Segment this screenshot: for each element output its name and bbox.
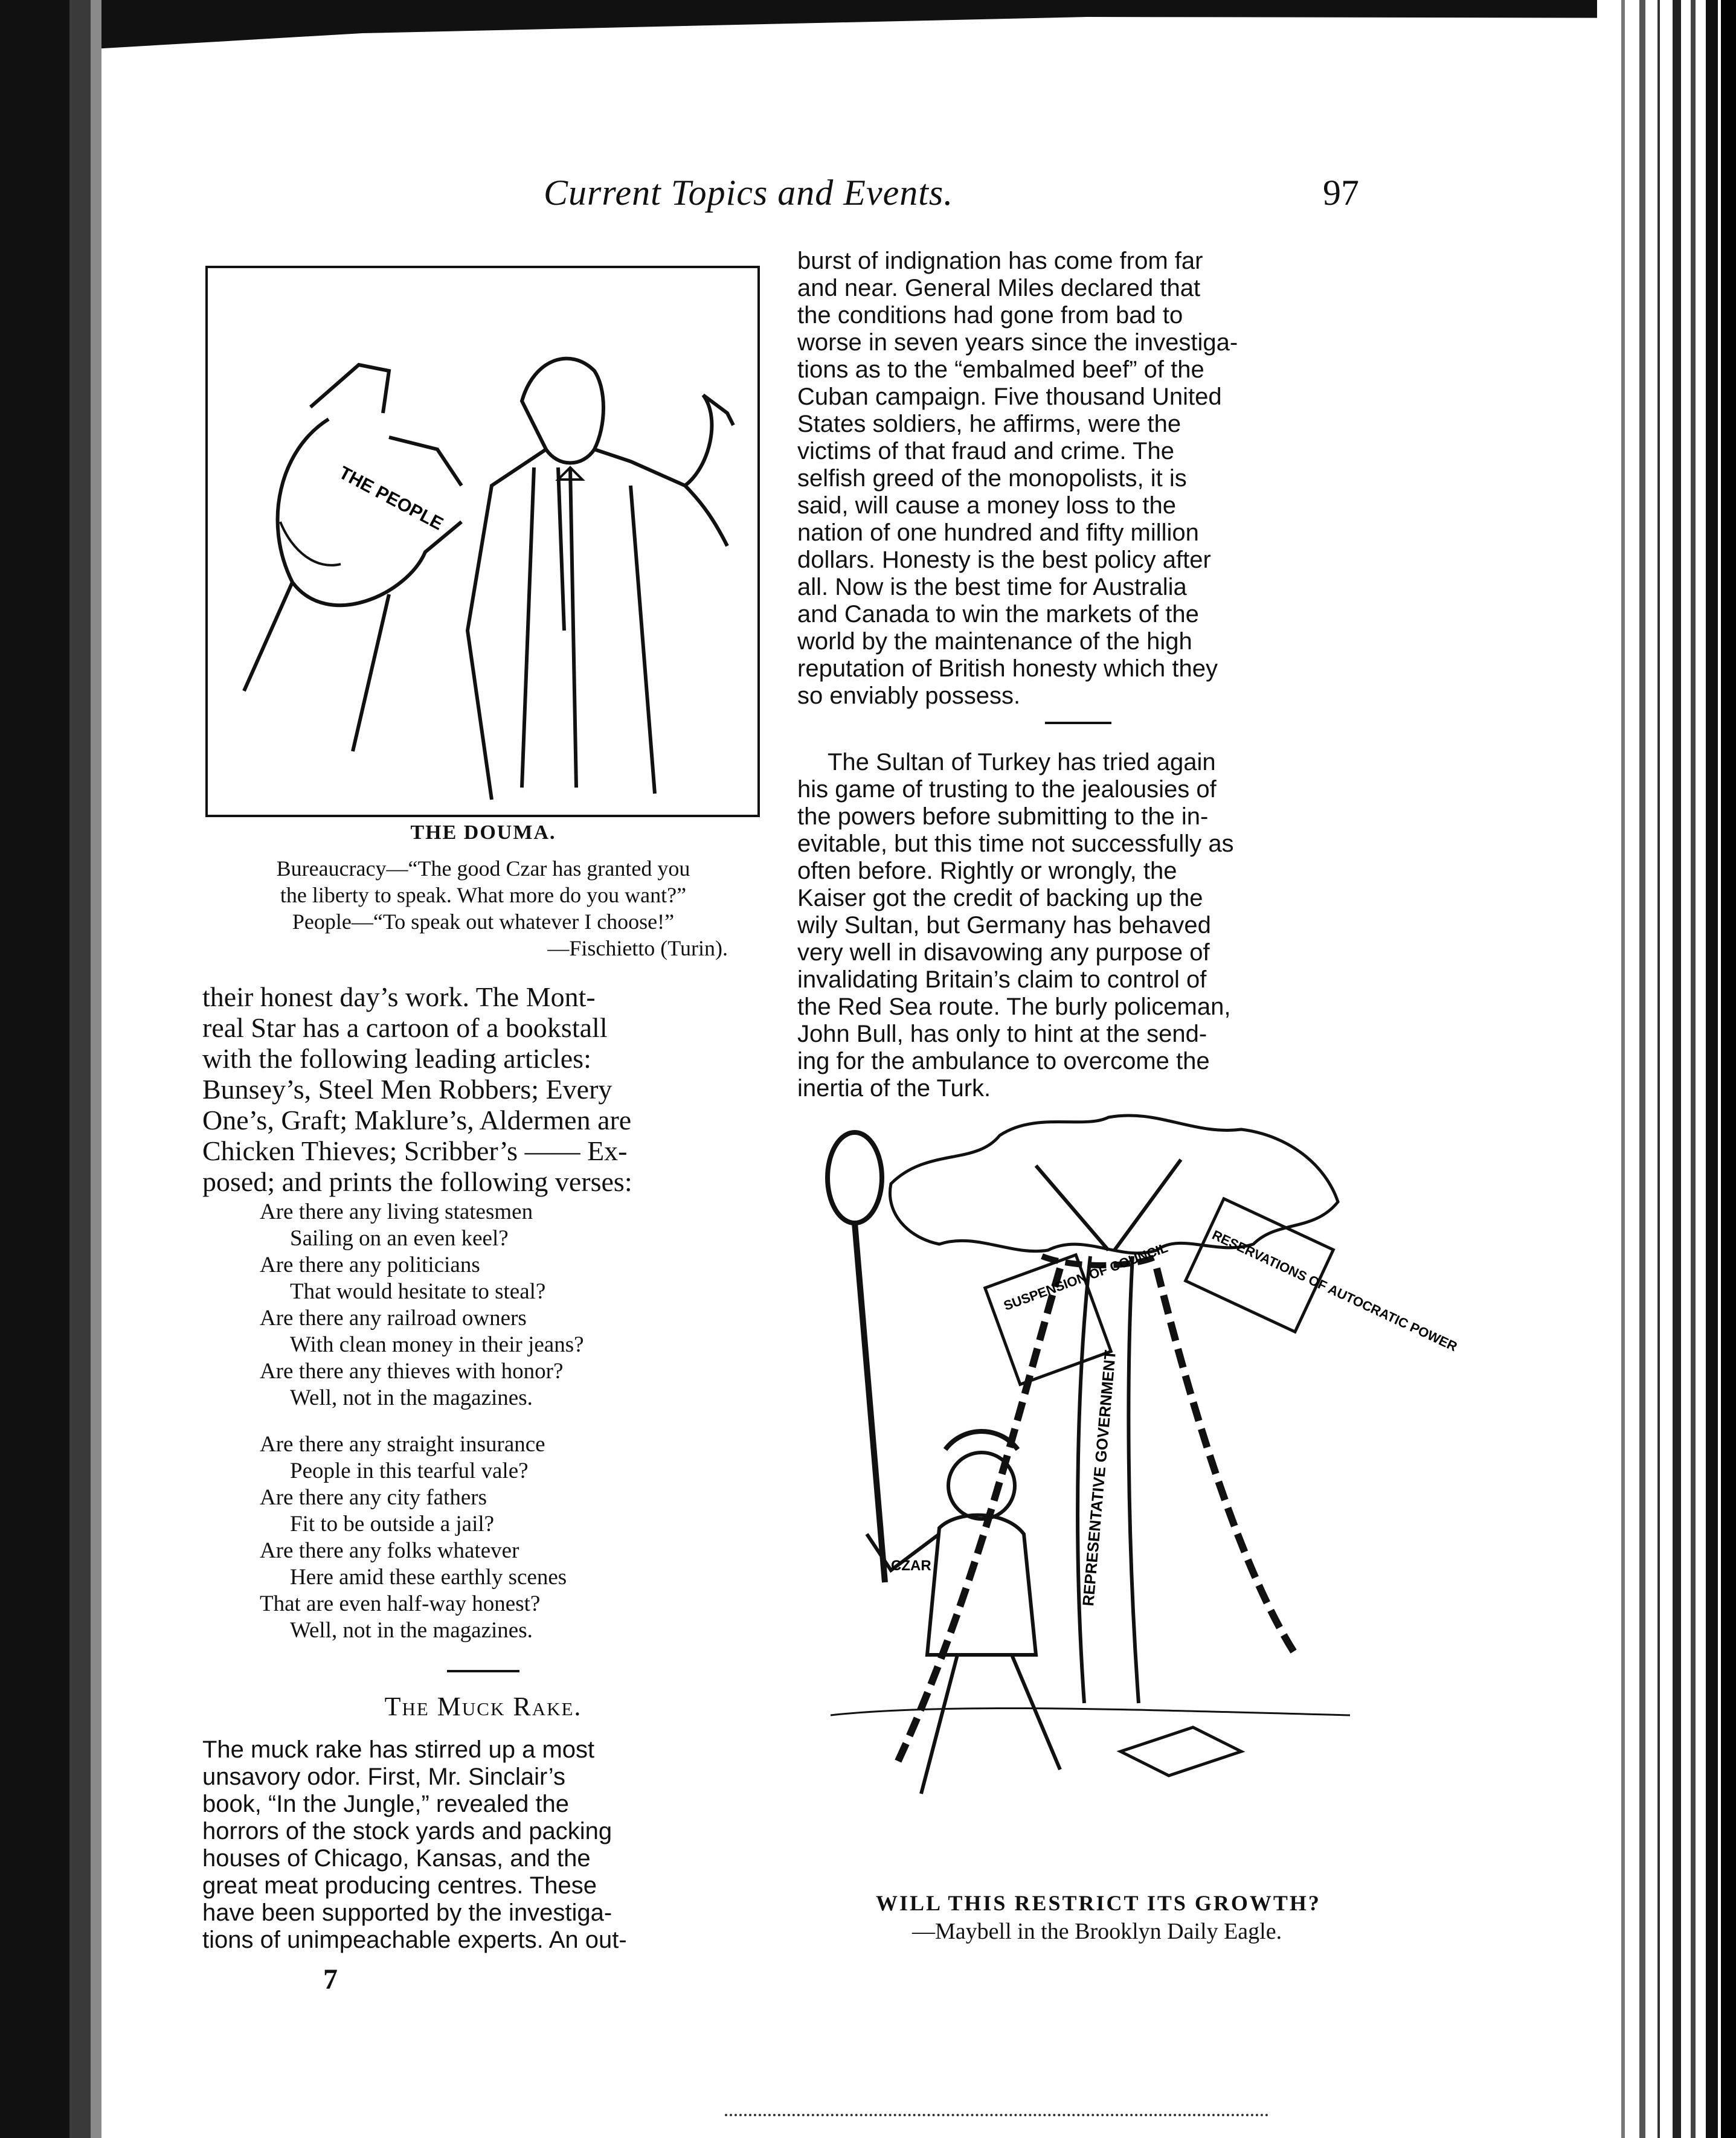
verse-line: With clean money in their jeans? <box>290 1332 584 1357</box>
body-line: book, “In the Jungle,” revealed the <box>202 1791 570 1817</box>
body-line: unsavory odor. First, Mr. Sinclair’s <box>202 1764 565 1790</box>
growth-cartoon-drawing <box>818 1111 1460 1878</box>
verse-line: Sailing on an even keel? <box>290 1226 509 1251</box>
body-line: inertia of the Turk. <box>797 1075 991 1102</box>
douma-caption-credit: —Fischietto (Turin). <box>547 936 728 960</box>
right-divider <box>797 722 1359 724</box>
body-line: the powers before submitting to the in- <box>797 803 1209 830</box>
reservations-label: RESERVATIONS OF AUTOCRATIC POWER <box>1209 1227 1460 1355</box>
body-line: and Canada to win the markets of the <box>797 601 1199 628</box>
body-line: dollars. Honesty is the best policy after <box>797 547 1211 573</box>
body-line: wily Sultan, but Germany has behaved <box>797 912 1211 939</box>
body-line: Chicken Thieves; Scribber’s —— Ex- <box>202 1135 628 1166</box>
verse-line: Are there any politicians <box>260 1253 480 1277</box>
running-title: Current Topics and Events. <box>544 173 954 213</box>
body-line: One’s, Graft; Maklure’s, Aldermen are <box>202 1105 632 1135</box>
body-line: Bunsey’s, Steel Men Robbers; Every <box>202 1074 612 1105</box>
douma-caption-line-3: People—“To speak out whatever I choose!” <box>292 910 675 934</box>
body-line: The muck rake has stirred up a most <box>202 1736 595 1763</box>
page-number: 97 <box>1323 173 1359 213</box>
body-line: often before. Rightly or wrongly, the <box>797 858 1177 884</box>
bottom-page-edge <box>725 2114 1268 2120</box>
verse-line: That are even half-way honest? <box>260 1591 541 1616</box>
body-line: Cuban campaign. Five thousand United <box>797 384 1222 410</box>
douma-caption <box>202 821 764 961</box>
verse-stanza-1 <box>260 1199 743 1411</box>
body-line: with the following leading articles: <box>202 1043 591 1074</box>
body-line: nation of one hundred and fifty million <box>797 519 1199 546</box>
douma-cartoon-drawing <box>208 268 757 815</box>
body-line: and near. General Miles declared that <box>797 275 1201 301</box>
body-line: Kaiser got the credit of backing up the <box>797 885 1203 911</box>
body-line: worse in seven years since the investiga- <box>797 329 1238 356</box>
czar-label: CZAR <box>891 1558 931 1574</box>
verse-line: That would hesitate to steal? <box>290 1279 546 1304</box>
verse-line: Are there any railroad owners <box>260 1306 527 1331</box>
body-line: horrors of the stock yards and packing <box>202 1818 612 1844</box>
growth-cartoon <box>818 1111 1460 1878</box>
body-line: their honest day’s work. The Mont- <box>202 981 596 1012</box>
verse-line: Well, not in the magazines. <box>290 1385 533 1410</box>
body-line: evitable, but this time not successfully as <box>797 830 1234 857</box>
douma-caption-line-2: the liberty to speak. What more do you want?” <box>280 883 687 907</box>
body-line: reputation of British honesty which they <box>797 655 1218 682</box>
section-divider <box>202 1670 764 1672</box>
running-header <box>544 172 1359 220</box>
muck-rake-heading <box>202 1691 764 1722</box>
signature-mark: 7 <box>323 1963 338 1995</box>
right-paragraph-2 <box>797 749 1359 1102</box>
body-line: said, will cause a money loss to the <box>797 492 1176 519</box>
body-line: John Bull, has only to hint at the send- <box>797 1021 1207 1047</box>
verse-line: Fit to be outside a jail? <box>290 1512 495 1536</box>
verse-line: Are there any city fathers <box>260 1485 487 1510</box>
muck-rake-paragraph <box>202 1736 764 1954</box>
section-heading: The Muck Rake. <box>384 1692 582 1721</box>
book-gutter-shadow <box>0 0 121 2138</box>
douma-caption-title: THE DOUMA. <box>410 821 556 844</box>
verse-line: Are there any living statesmen <box>260 1199 533 1224</box>
body-line: invalidating Britain’s claim to control of <box>797 966 1207 993</box>
douma-cartoon <box>205 266 760 817</box>
body-line: burst of indignation has come from far <box>797 248 1203 274</box>
body-line: houses of Chicago, Kansas, and the <box>202 1845 591 1872</box>
verse-line: Well, not in the magazines. <box>290 1618 533 1643</box>
verse-line: Are there any straight insurance <box>260 1432 545 1457</box>
growth-caption-title: WILL THIS RESTRICT ITS GROWTH? <box>876 1891 1321 1915</box>
book-page-edges <box>1597 0 1736 2138</box>
body-line: great meat producing centres. These <box>202 1872 597 1899</box>
body-line: the conditions had gone from bad to <box>797 302 1183 329</box>
representative-government-label: REPRESENTATIVE GOVERNMENT <box>1079 1349 1120 1607</box>
verse-line: Here amid these earthly scenes <box>290 1565 567 1590</box>
douma-caption-line-1: Bureaucracy—“The good Czar has granted you <box>276 856 690 881</box>
body-line: very well in disavowing any purpose of <box>797 939 1210 966</box>
verse-line: People in this tearful vale? <box>290 1459 529 1483</box>
right-paragraph-1 <box>797 248 1359 710</box>
body-line: The Sultan of Turkey has tried again <box>828 749 1216 775</box>
body-line: the Red Sea route. The burly policeman, <box>797 994 1231 1020</box>
body-line: world by the maintenance of the high <box>797 628 1192 655</box>
body-line: so enviably possess. <box>797 682 1021 709</box>
divider-rule <box>1045 722 1111 724</box>
body-line: all. Now is the best time for Australia <box>797 574 1187 600</box>
growth-caption-credit: —Maybell in the Brooklyn Daily Eagle. <box>912 1919 1282 1944</box>
growth-caption <box>876 1890 1359 1945</box>
body-line: victims of that fraud and crime. The <box>797 438 1174 464</box>
body-line: his game of trusting to the jealousies of <box>797 776 1217 803</box>
body-line: have been supported by the investiga- <box>202 1899 612 1926</box>
body-line: ing for the ambulance to overcome the <box>797 1048 1210 1074</box>
body-line: tions of unimpeachable experts. An out- <box>202 1927 627 1953</box>
book-top-edge <box>0 0 1736 54</box>
body-line: posed; and prints the following verses: <box>202 1166 632 1197</box>
verse-stanza-2 <box>260 1431 743 1644</box>
body-line: States soldiers, he affirms, were the <box>797 411 1181 437</box>
left-paragraph <box>202 981 764 1197</box>
suspension-label: SUSPENSION OF COUNCIL <box>1001 1239 1170 1314</box>
the-people-label: THE PEOPLE <box>335 463 447 534</box>
divider-rule <box>447 1670 519 1672</box>
verse-line: Are there any thieves with honor? <box>260 1359 564 1384</box>
verse-line: Are there any folks whatever <box>260 1538 519 1563</box>
body-line: selfish greed of the monopolists, it is <box>797 465 1187 492</box>
body-line: real Star has a cartoon of a bookstall <box>202 1012 608 1043</box>
body-line: tions as to the “embalmed beef” of the <box>797 356 1204 383</box>
